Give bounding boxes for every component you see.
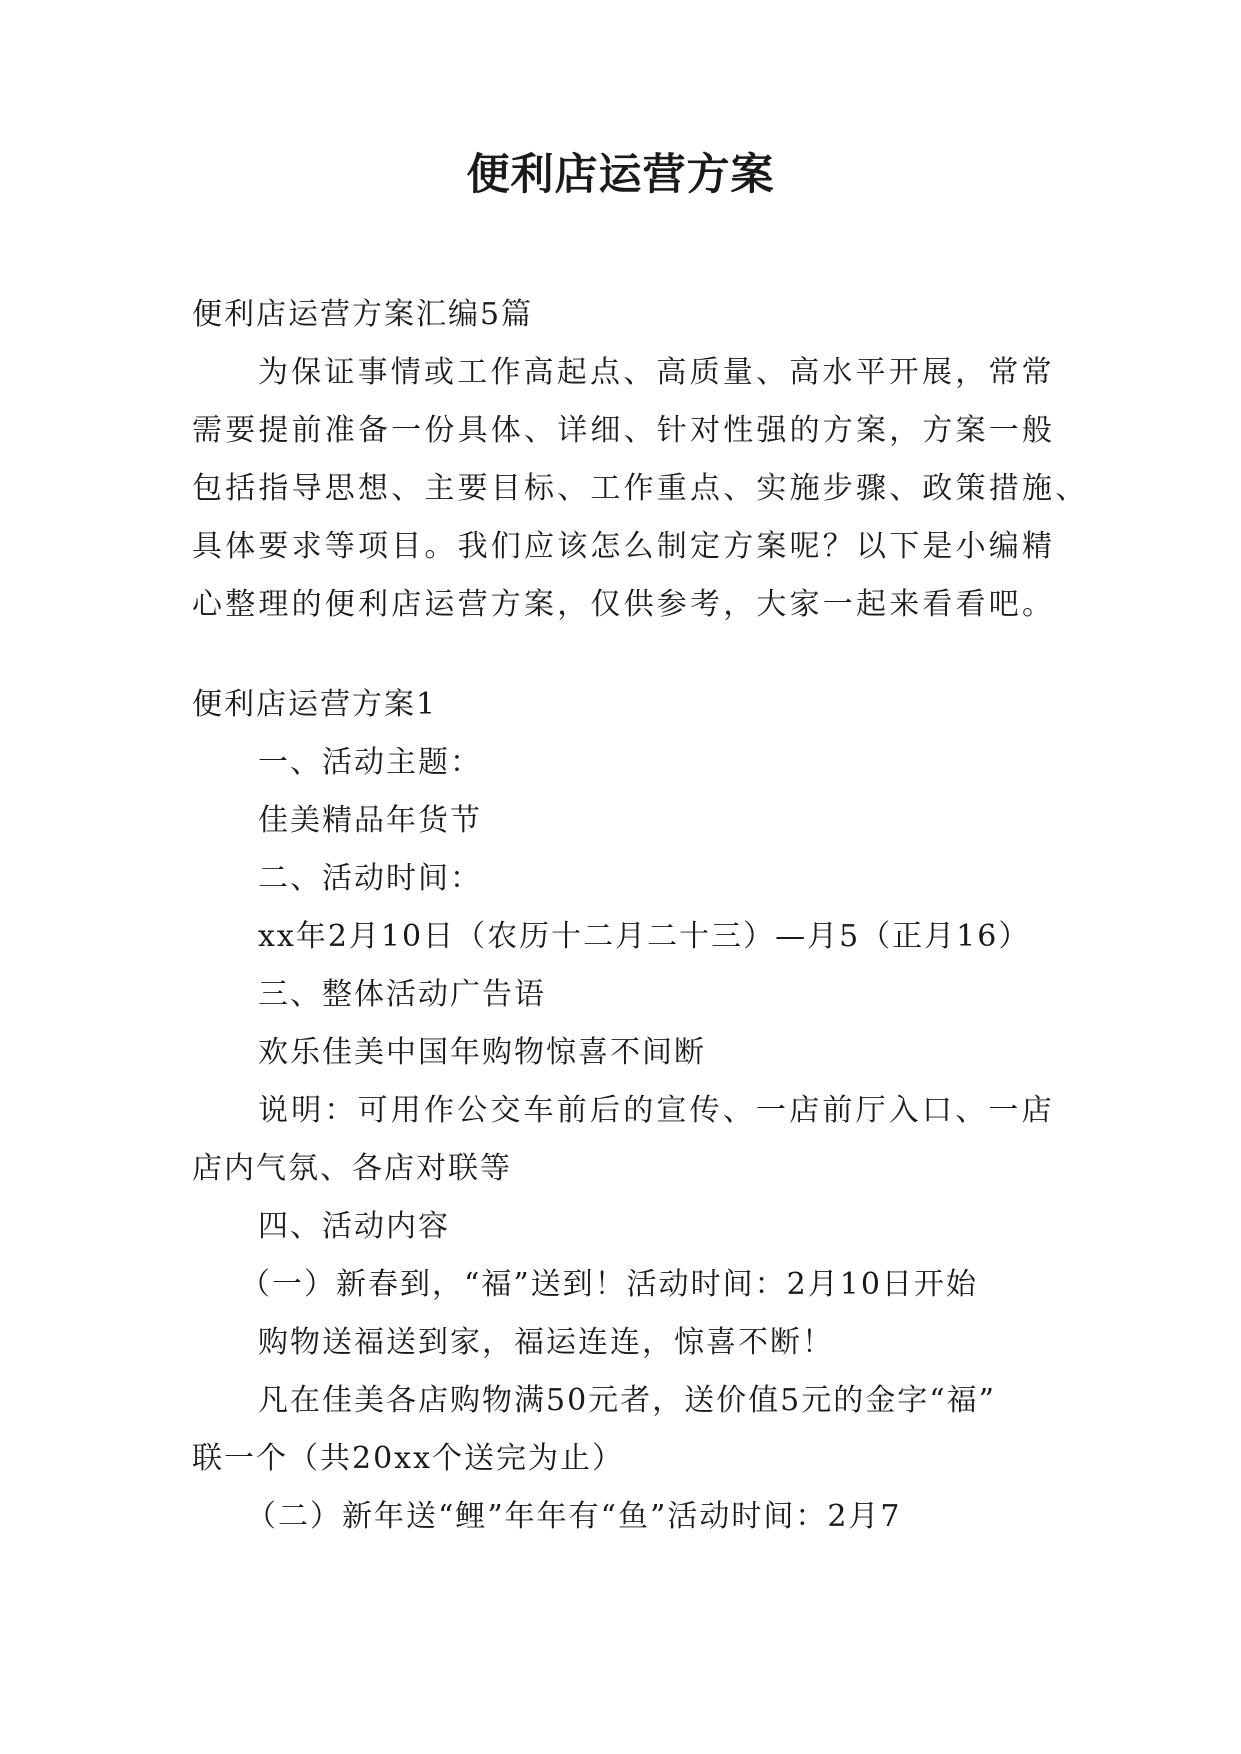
- body-line: 二、活动时间：: [258, 861, 482, 896]
- document-body: [192, 286, 1089, 1546]
- body-line: （一）新春到，“福”送到！活动时间：2月10日开始: [240, 1267, 978, 1302]
- body-line: 店内气氛、各店对联等: [192, 1151, 512, 1186]
- body-line: （二）新年送“鲤”年年有“鱼”活动时间：2月7: [246, 1499, 902, 1534]
- body-line: 说明：可用作公交车前后的宣传、一店前厅入口、一店: [258, 1093, 1055, 1128]
- intro-line: 需要提前准备一份具体、详细、针对性强的方案，方案一般: [192, 413, 1056, 448]
- section-spacer: [192, 634, 1052, 676]
- intro-line: 为保证事情或工作高起点、高质量、高水平开展，常常: [258, 355, 1055, 390]
- body-line: 一、活动主题：: [258, 745, 482, 780]
- intro-line: 具体要求等项目。我们应该怎么制定方案呢？以下是小编精: [192, 529, 1056, 564]
- body-line: 欢乐佳美中国年购物惊喜不间断: [258, 1035, 706, 1070]
- body-line: 佳美精品年货节: [258, 803, 482, 838]
- page-title: 便利店运营方案: [466, 150, 775, 200]
- body-line: 联一个（共20xx个送完为止）: [192, 1441, 625, 1476]
- intro-line: 心整理的便利店运营方案，仅供参考，大家一起来看看吧。: [192, 587, 1056, 622]
- subtitle: 便利店运营方案汇编5篇: [192, 297, 534, 332]
- body-line: 凡在佳美各店购物满50元者，送价值5元的金字“福”: [258, 1383, 996, 1418]
- section-heading: 便利店运营方案1: [192, 687, 438, 722]
- body-line: 三、整体活动广告语: [258, 977, 546, 1012]
- body-line: 四、活动内容: [258, 1209, 450, 1244]
- intro-line: 包括指导思想、主要目标、工作重点、实施步骤、政策措施、: [192, 471, 1089, 506]
- body-line: xx年2月10日（农历十二月二十三）—月5（正月16）: [258, 919, 1031, 954]
- body-line: 购物送福送到家，福运连连，惊喜不断！: [258, 1325, 834, 1360]
